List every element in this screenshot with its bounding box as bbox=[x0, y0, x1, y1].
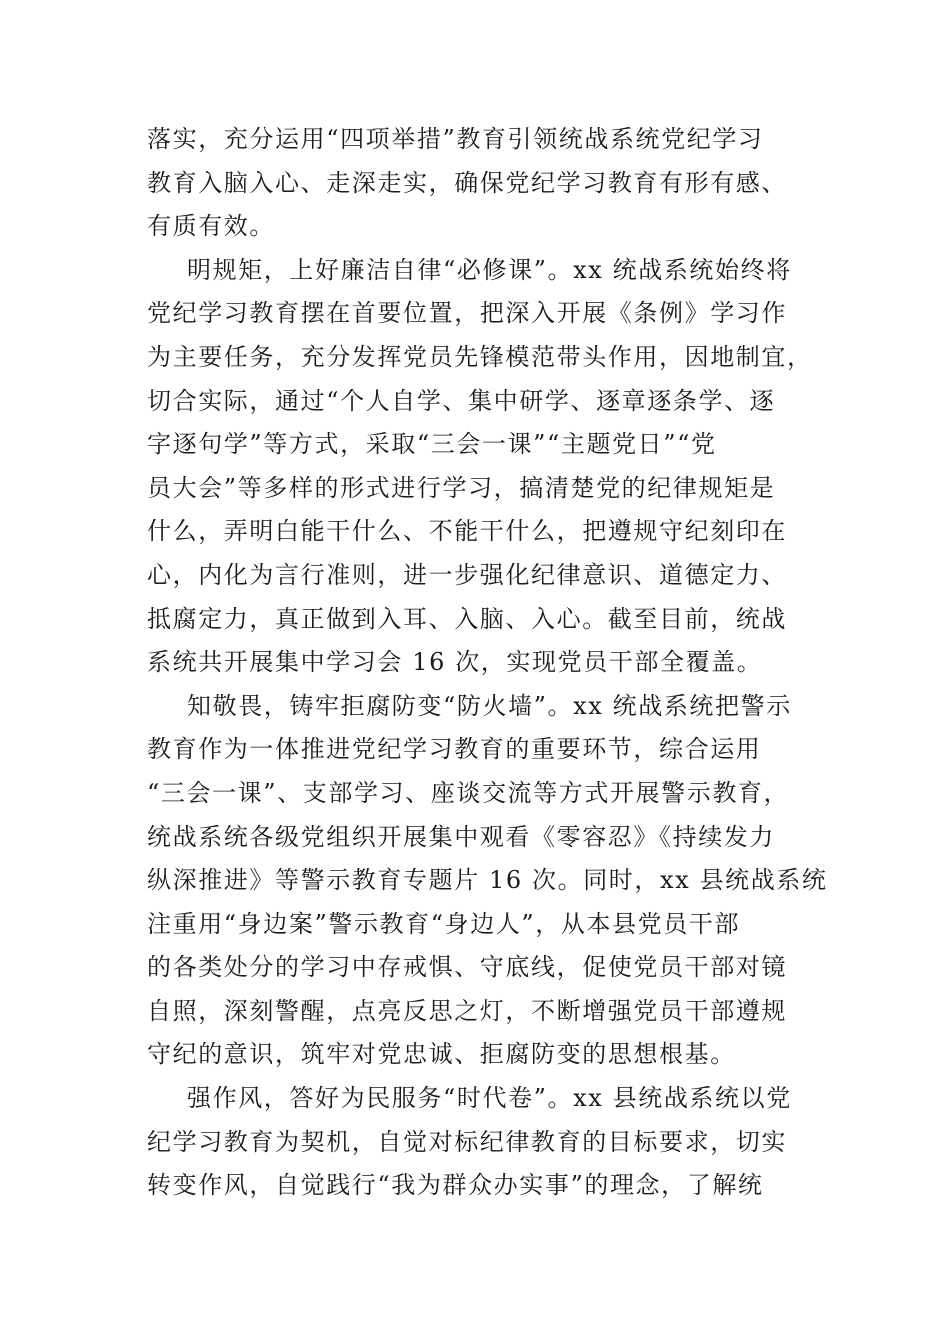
text-line: 字逐句学”等方式，采取“三会一课”“主题党日”“党 bbox=[147, 430, 717, 459]
text-line: 转变作风，自觉践行“我为群众办实事”的理念，了解统 bbox=[147, 1171, 764, 1200]
text-line: 有质有效。 bbox=[147, 212, 275, 241]
text-line: 抵腐定力，真正做到入耳、入脑、入心。截至目前，统战 bbox=[147, 604, 787, 633]
text-line: 纪学习教育为契机，自觉对标纪律教育的目标要求，切实 bbox=[147, 1127, 787, 1156]
text-line: 党纪学习教育摆在首要位置，把深入开展《条例》学习作 bbox=[147, 299, 787, 328]
paragraph-start-line: 知敬畏，铸牢拒腐防变“防火墙”。xx 统战系统把警示 bbox=[187, 691, 792, 720]
document-body bbox=[147, 118, 828, 1208]
text-line: 切合实际，通过“个人自学、集中研学、逐章逐条学、逐 bbox=[147, 386, 776, 415]
text-line: 守纪的意识，筑牢对党忠诚、拒腐防变的思想根基。 bbox=[147, 1040, 736, 1069]
text-line: 纵深推进》等警示教育专题片 16 次。同时，xx 县统战系统 bbox=[147, 866, 828, 895]
paragraph-start-line: 明规矩，上好廉洁自律“必修课”。xx 统战系统始终将 bbox=[187, 255, 792, 284]
text-line: 心，内化为言行准则，进一步强化纪律意识、道德定力、 bbox=[147, 560, 787, 589]
text-line: 员大会”等多样的形式进行学习，搞清楚党的纪律规矩是 bbox=[147, 473, 776, 502]
text-line: 自照，深刻警醒，点亮反思之灯，不断增强党员干部遵规 bbox=[147, 996, 787, 1025]
text-line: 为主要任务，充分发挥党员先锋模范带头作用，因地制宜， bbox=[147, 342, 813, 371]
text-line: 落实，充分运用“四项举措”教育引领统战系统党纪学习 bbox=[147, 125, 764, 153]
text-line: 教育作为一体推进党纪学习教育的重要环节，综合运用 bbox=[147, 735, 762, 764]
text-line: 的各类处分的学习中存戒惧、守底线，促使党员干部对镜 bbox=[147, 953, 787, 982]
text-line: 统战系统各级党组织开展集中观看《零容忍》《持续发力 bbox=[147, 822, 775, 851]
text-line: 什么，弄明白能干什么、不能干什么，把遵规守纪刻印在 bbox=[147, 517, 787, 546]
text-line: 系统共开展集中学习会 16 次，实现党员干部全覆盖。 bbox=[147, 648, 763, 677]
text-line: 教育入脑入心、走深走实，确保党纪学习教育有形有感、 bbox=[147, 168, 787, 197]
paragraph-start-line: 强作风，答好为民服务“时代卷”。xx 县统战系统以党 bbox=[187, 1084, 792, 1113]
text-line: 注重用“身边案”警示教育“身边人”，从本县党员干部 bbox=[147, 909, 741, 938]
text-line: “三会一课”、支部学习、座谈交流等方式开展警示教育， bbox=[147, 778, 790, 807]
